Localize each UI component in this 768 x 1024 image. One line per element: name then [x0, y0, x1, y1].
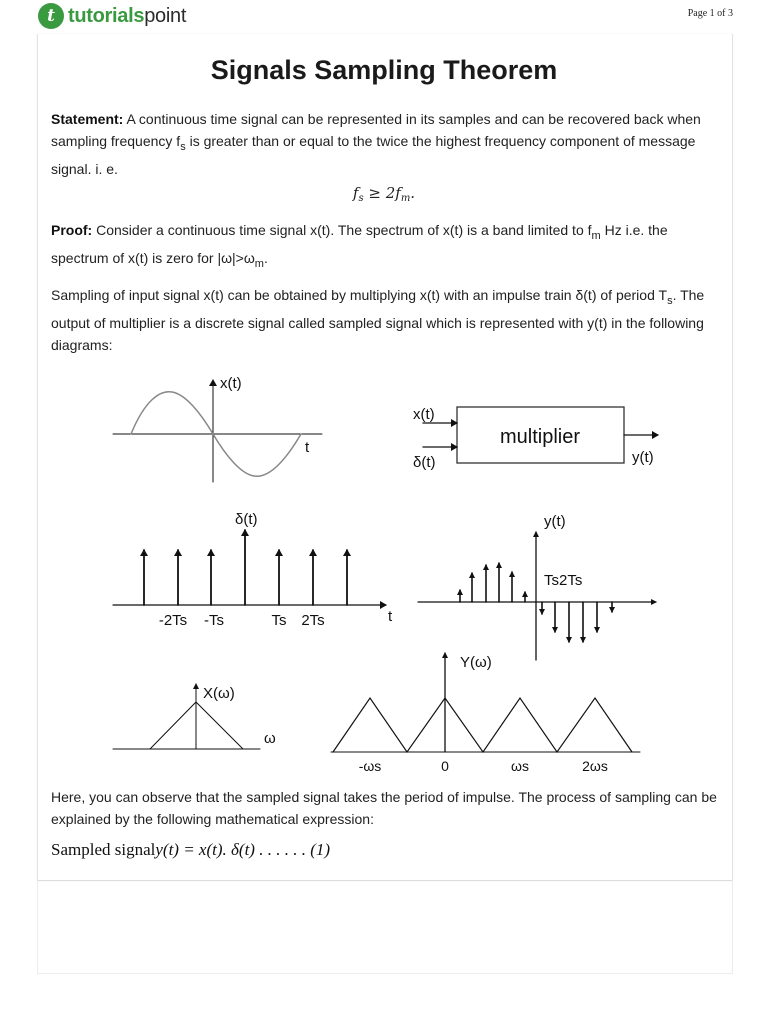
formula-rhs-sub: m — [400, 193, 411, 204]
delta-tick-label: Ts — [271, 612, 287, 629]
page-title: Signals Sampling Theorem — [210, 55, 558, 85]
statement-sub-1: s — [180, 141, 186, 153]
statement-text-1: A continuous time signal can be represented in its samples and can be recovered back when sampling frequency f — [51, 111, 701, 149]
formula-end: . — [410, 184, 416, 202]
expression-prefix: Sampled signal — [51, 840, 156, 859]
multiplier-output-label: y(t) — [632, 449, 654, 466]
xt-axis-label: t — [305, 439, 310, 456]
sampled-spectrum-graph — [331, 653, 640, 774]
yw-tick-label: 0 — [441, 758, 449, 774]
statement-label: Statement: — [51, 111, 124, 127]
proof-sub-2: m — [254, 258, 264, 270]
input-spectrum-graph — [113, 684, 276, 749]
yt-label: y(t) — [544, 513, 566, 530]
proof-label: Proof: — [51, 222, 93, 238]
formula-lhs: f — [352, 184, 359, 202]
sampling-sub-1: s — [667, 295, 673, 307]
formula-lhs-sub: s — [358, 193, 364, 204]
yw-label: Y(ω) — [460, 654, 492, 671]
logo-text-part2: point — [144, 4, 187, 27]
proof-text-2: Hz i.e. the spectrum of x(t) is zero for |ω|>ω — [51, 222, 668, 266]
yw-tick-label: 2ωs — [582, 758, 608, 774]
sampled-signal-expression — [51, 840, 330, 860]
observation-paragraph: Here, you can observe that the sampled signal takes the period of impulse. The process of sampling can be explained by the following mathematical expression: — [51, 789, 717, 827]
multiplier-block — [413, 406, 658, 471]
expression-math: y(t) = x(t). δ(t) . . . . . . (1) — [155, 840, 331, 859]
multiplier-input-2-label: δ(t) — [413, 454, 436, 471]
delta-label: δ(t) — [235, 511, 258, 528]
logo-icon: t — [38, 3, 64, 29]
delta-tick-label: -2Ts — [158, 612, 188, 629]
formula-op: ≥ 2f — [363, 184, 401, 202]
next-page-card — [37, 880, 733, 974]
yw-replicated-spectrum — [333, 698, 632, 752]
multiplier-input-1-label: x(t) — [413, 406, 435, 423]
xw-axis-label: ω — [264, 730, 276, 747]
delta-tick-label: -Ts — [204, 612, 224, 629]
proof-sub-1: m — [591, 230, 601, 242]
xt-graph — [113, 375, 322, 482]
sampling-text-1: Sampling of input signal x(t) can be obtained by multiplying x(t) with an impulse train δ(t) of period T — [51, 287, 668, 303]
statement-text-2: is greater than or equal to the twice the highest frequency component of message signal. i. e. — [51, 133, 696, 177]
multiplier-box-label: multiplier — [499, 426, 581, 448]
sampling-text-2: . The output of multiplier is a discrete signal called sampled signal which is represented with y(t) in the following diagrams: — [51, 287, 705, 353]
impulse-train-graph — [113, 511, 393, 629]
page-number: Page 1 of 3 — [687, 8, 733, 19]
yw-tick-label: ωs — [511, 758, 529, 774]
yt-tick-label: Ts2Ts — [544, 572, 583, 589]
xt-label: x(t) — [220, 375, 242, 392]
logo-text-part1: tutorials — [68, 4, 145, 27]
xw-label: X(ω) — [203, 685, 235, 702]
proof-text-3: . — [263, 250, 268, 266]
proof-text-1: Consider a continuous time signal x(t). The spectrum of x(t) is a band limited to f — [92, 222, 592, 238]
sampled-signal-graph — [418, 513, 656, 660]
yw-tick-label: -ωs — [358, 758, 382, 774]
delta-axis-label: t — [388, 608, 393, 625]
delta-tick-label: 2Ts — [301, 612, 325, 629]
